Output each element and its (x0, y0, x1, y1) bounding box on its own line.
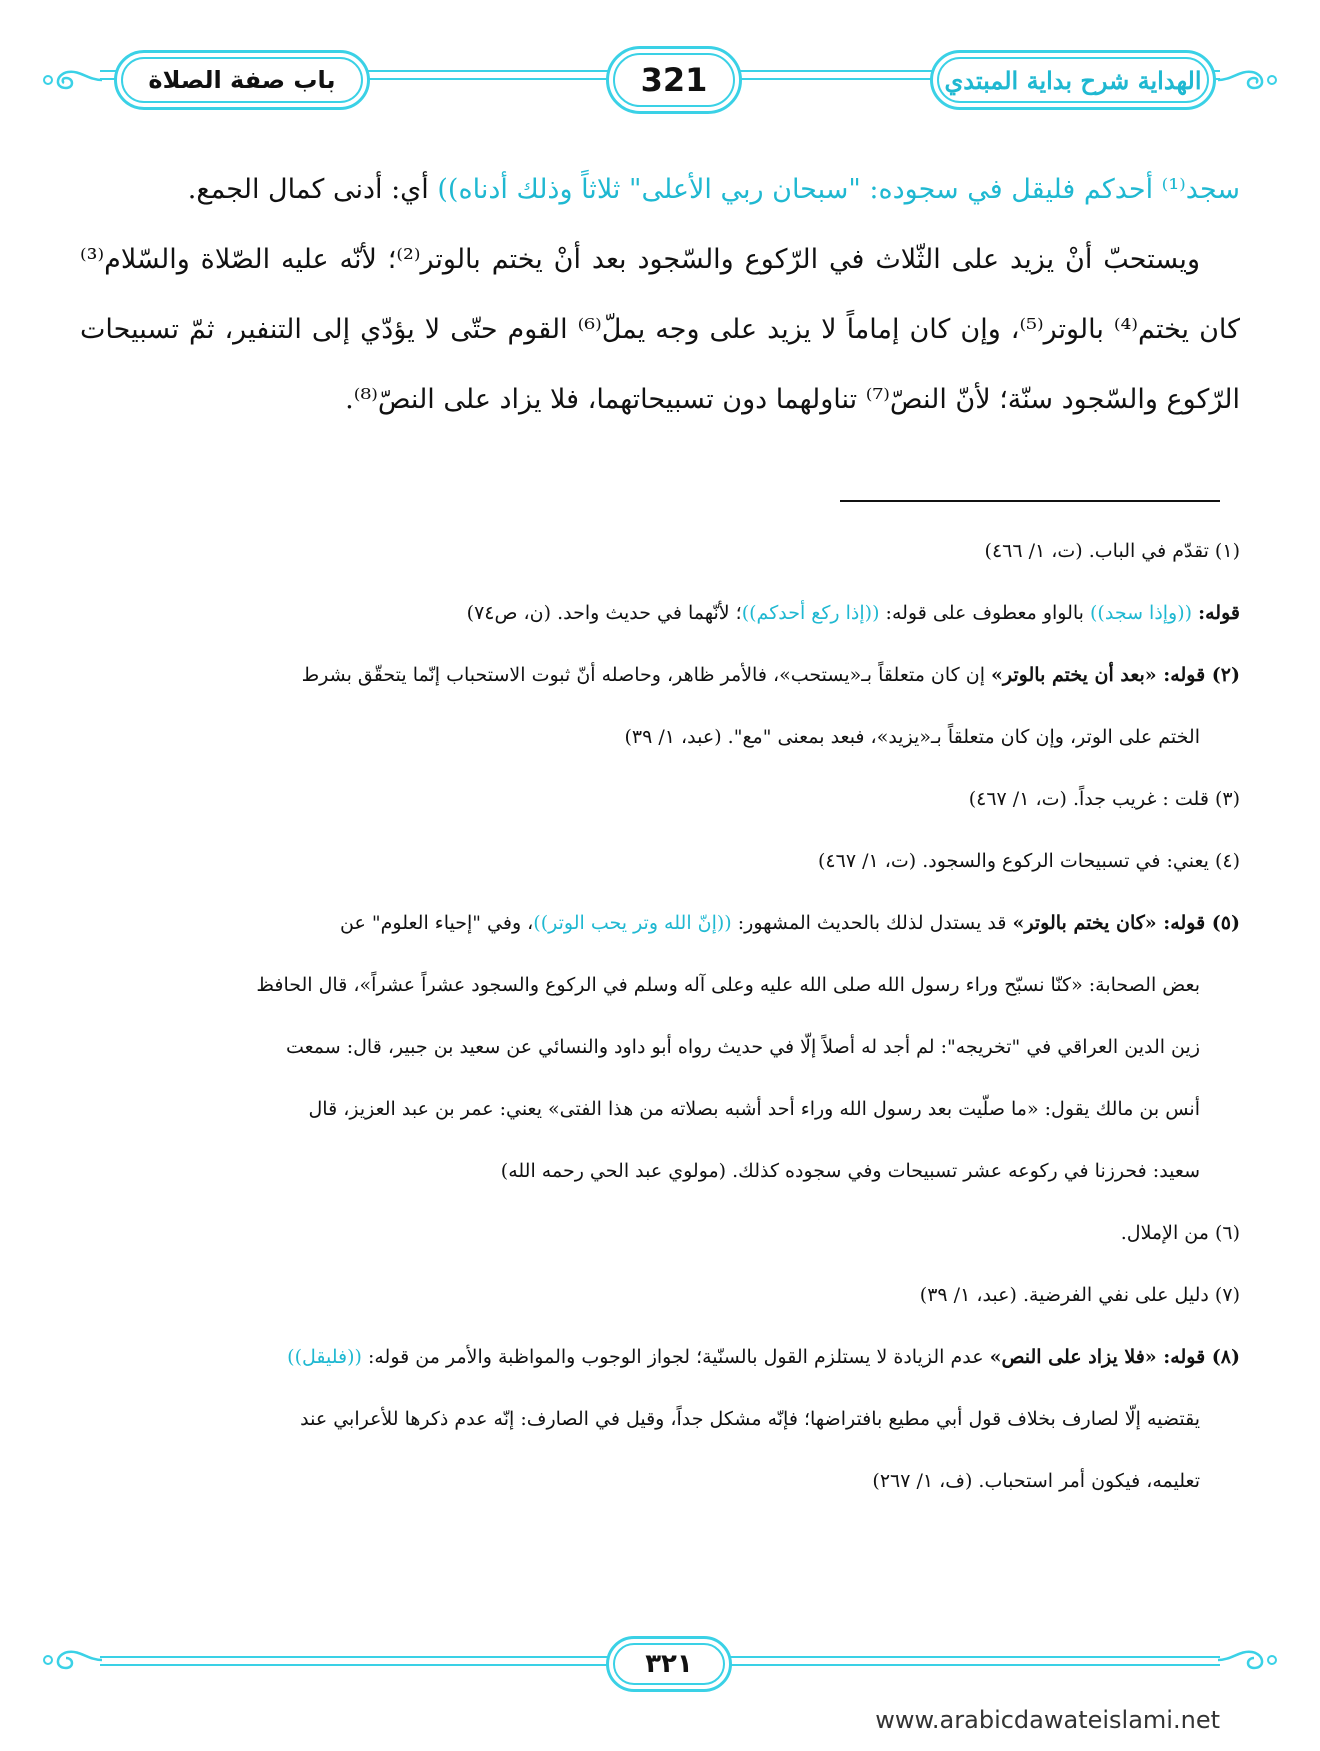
main-text (80, 155, 1240, 435)
footnotes (80, 520, 1240, 1512)
hadith-quote: سجد⁽¹⁾ أحدكم فليقل في سجوده: "سبحان ربي الأعلى" ثلاثاً وذلك أدناه)) (437, 174, 1240, 205)
website-url[interactable]: www.arabicdawateislami.net (875, 1706, 1220, 1734)
footer-page-number-box (606, 1636, 732, 1692)
book-title-box (930, 50, 1216, 110)
footnote-5-line-4: أنس بن مالك يقول: «ما صلّيت بعد رسول الله وراء أحد أشبه بصلاته من هذا الفتى» يعني: عمر بن عبد العزيز، قال (308, 1098, 1200, 1120)
book-title: الهداية شرح بداية المبتدي (944, 65, 1202, 95)
page-footer (40, 1628, 1280, 1698)
footnote-5-line-3: زين الدين العراقي في "تخريجه": لم أجد له أصلاً إلّا في حديث رواه أبو داود والنسائي عن سعيد بن جبير، قال: سمعت (285, 1036, 1200, 1058)
scroll-ornament-left-icon (40, 66, 104, 94)
footnote-1b: قوله: ((وإذا سجد)) بالواو معطوف على قوله: ((إذا ركع أحدكم))؛ لأنّهما في حديث واحد. (ن، ص٧٤) (466, 602, 1240, 624)
footnote-divider (840, 500, 1220, 502)
footnote-6: (٦) من الإملال. (1120, 1222, 1240, 1244)
footnote-4: (٤) يعني: في تسبيحات الركوع والسجود. (ت، ١/ ٤٦٧) (818, 850, 1240, 872)
footnote-5: (٥) قوله: «كان يختم بالوتر» قد يستدل لذلك بالحديث المشهور: ((إنّ الله وتر يحب الوتر))، وفي "إحياء العلوم" عن (340, 912, 1240, 934)
footnote-8: (٨) قوله: «فلا يزاد على النص» عدم الزيادة لا يستلزم القول بالسنّية؛ لجواز الوجوب والمواظبة والأمر من قوله: ((فليقل)) (287, 1346, 1240, 1368)
footnote-8-line-2: يقتضيه إلّا لصارف بخلاف قول أبي مطيع بافتراضها؛ فإنّه مشكل جداً، وقيل في الصارف: إنّه عدم ذكرها للأعرابي عند (300, 1408, 1200, 1430)
chapter-title-box (114, 50, 370, 110)
main-paragraph-1 (80, 155, 1240, 225)
footnote-1: (١) تقدّم في الباب. (ت، ١/ ٤٦٦) (984, 540, 1240, 562)
footnote-5-line-2: بعض الصحابة: «كنّا نسبّح وراء رسول الله صلى الله عليه وعلى آله وسلم في الركوع والسجود عشراً عشراً»، قال الحافظ (256, 974, 1200, 996)
page-number-box (606, 46, 742, 114)
footer-scroll-left-icon (40, 1646, 104, 1674)
page-header (40, 40, 1280, 120)
footnote-2: (٢) قوله: «بعد أن يختم بالوتر» إن كان متعلقاً بـ«يستحب»، فالأمر ظاهر، وحاصله أنّ ثبوت الاستحباب إنّما يتحقّق بشرط (301, 664, 1240, 686)
explanation-text: أي: أدنى كمال الجمع. (187, 174, 438, 205)
main-paragraph-2: ويستحبّ أنْ يزيد على الثّلاث في الرّكوع والسّجود بعد أنْ يختم بالوتر⁽²⁾؛ لأنّه عليه الصّلاة والسّلام⁽³⁾ كان يختم⁽⁴⁾ بالوتر⁽⁵⁾، وإن كان إماماً لا يزيد على وجه يملّ⁽⁶⁾ القوم حتّى لا يؤدّي إلى التنفير، ثمّ تسبيحات الرّكوع والسّجود سنّة؛ لأنّ النصّ⁽⁷⁾ تناولهما دون تسبيحاتهما، فلا يزاد على النصّ⁽⁸⁾. (80, 244, 1240, 415)
chapter-title: باب صفة الصلاة (148, 66, 336, 94)
footer-scroll-right-icon (1216, 1646, 1280, 1674)
scroll-ornament-right-icon (1216, 66, 1280, 94)
footnote-5-line-5: سعيد: فحرزنا في ركوعه عشر تسبيحات وفي سجوده كذلك. (مولوي عبد الحي رحمه الله) (500, 1160, 1200, 1182)
footer-page-number: ٣٢١ (645, 1649, 693, 1679)
footnote-7: (٧) دليل على نفي الفرضية. (عبد، ١/ ٣٩) (919, 1284, 1240, 1306)
page-number: 321 (640, 61, 708, 99)
footnote-3: (٣) قلت : غريب جداً. (ت، ١/ ٤٦٧) (968, 788, 1240, 810)
footnote-8-line-3: تعليمه، فيكون أمر استحباب. (ف، ١/ ٢٦٧) (872, 1470, 1200, 1492)
footnote-2-continued: الختم على الوتر، وإن كان متعلقاً بـ«يزيد»، فبعد بمعنى "مع". (عبد، ١/ ٣٩) (624, 726, 1200, 748)
